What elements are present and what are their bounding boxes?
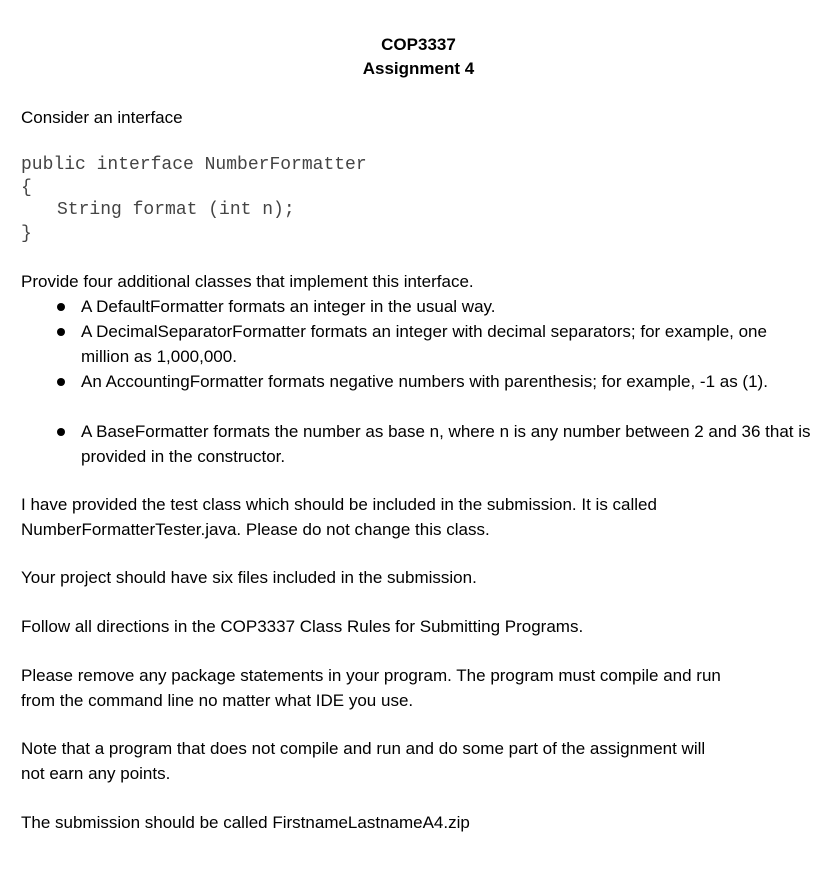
submission-paragraph: The submission should be called FirstnameLastnameA4.zip — [21, 813, 470, 832]
rules-paragraph: Follow all directions in the COP3337 Class Rules for Submitting Programs. — [21, 617, 584, 636]
files-paragraph: Your project should have six files included in the submission. — [21, 568, 477, 587]
bullet-item: A DecimalSeparatorFormatter formats an integer with decimal separators; for example, one million as 1,000,000. — [81, 322, 767, 366]
tester-paragraph-line2: NumberFormatterTester.java. Please do not change this class. — [21, 520, 490, 539]
bullet-item: An AccountingFormatter formats negative numbers with parenthesis; for example, -1 as (1). — [81, 372, 768, 391]
code-interface-line: public interface NumberFormatter — [21, 155, 367, 175]
package-paragraph-line1: Please remove any package statements in your program. The program must compile and run — [21, 666, 721, 685]
bullet-dot — [57, 378, 65, 386]
note-paragraph-line1: Note that a program that does not compile and run and do some part of the assignment will — [21, 739, 706, 758]
bullet-dot — [57, 428, 65, 436]
bullet-item: A DefaultFormatter formats an integer in the usual way. — [81, 297, 496, 316]
intro-text: Consider an interface — [21, 108, 183, 127]
code-method-line: String format (int n); — [57, 200, 295, 220]
course-title: COP3337 — [381, 35, 456, 54]
package-paragraph-line2: from the command line no matter what IDE you use. — [21, 691, 414, 710]
bullet-dot — [57, 303, 65, 311]
bullet-item: A BaseFormatter formats the number as base n, where n is any number between 2 and 36 that is provided in the constructor. — [81, 422, 811, 466]
note-paragraph-line2: not earn any points. — [21, 764, 171, 783]
code-close-brace: } — [21, 224, 32, 244]
bullet-dot — [57, 328, 65, 336]
task-text: Provide four additional classes that implement this interface. — [21, 272, 474, 291]
code-open-brace: { — [21, 178, 32, 198]
tester-paragraph-line1: I have provided the test class which should be included in the submission. It is called — [21, 495, 657, 514]
assignment-title: Assignment 4 — [362, 59, 475, 78]
